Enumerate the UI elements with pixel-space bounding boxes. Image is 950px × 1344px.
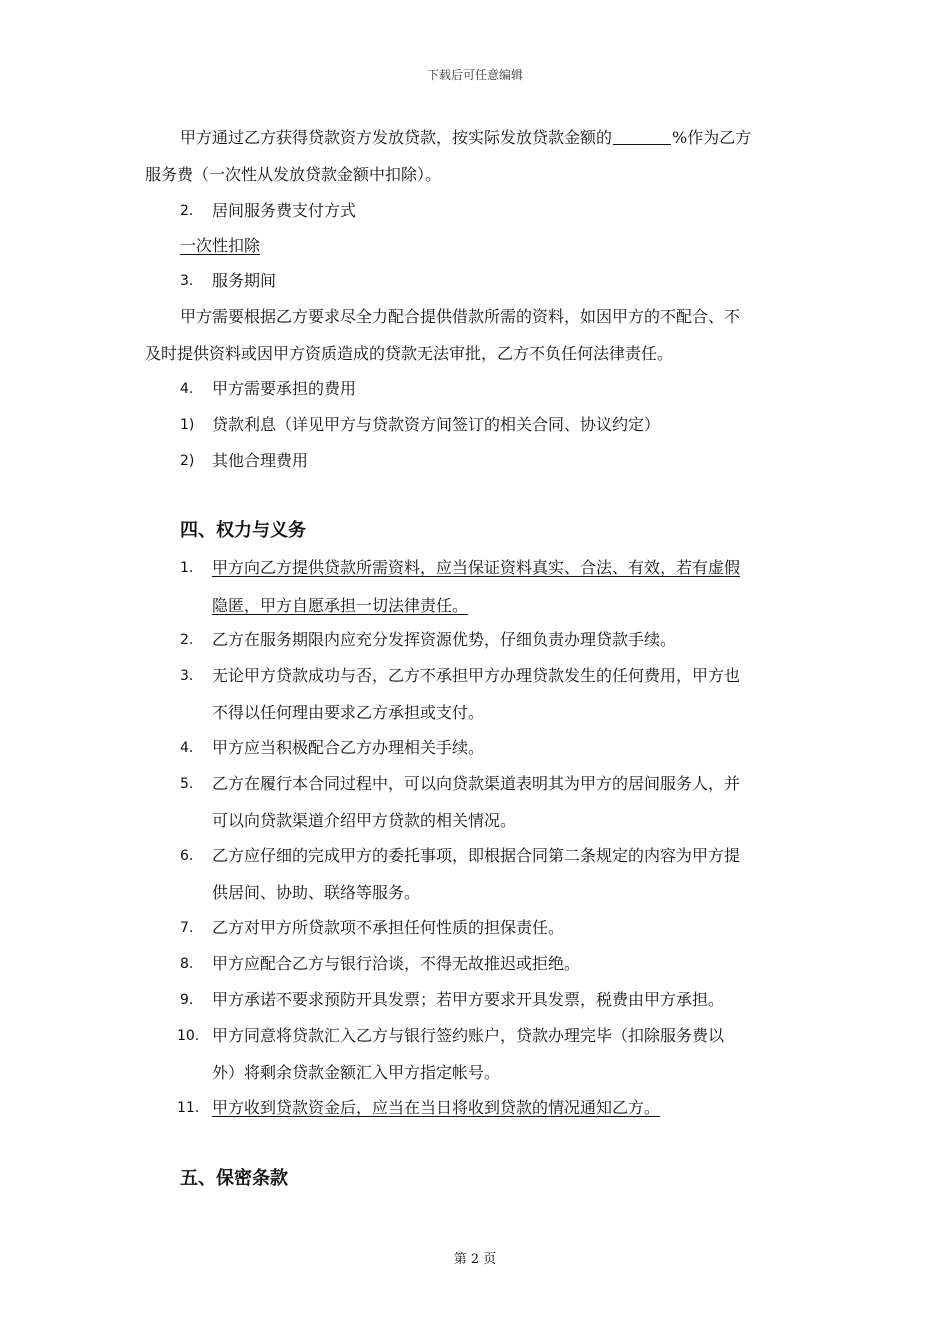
fee-text-b: %作为乙方 <box>672 128 752 147</box>
section4-heading: 四、权力与义务 <box>180 520 306 541</box>
s4-item4-number: 4. <box>180 740 194 756</box>
s4-item6-line1: 乙方应仔细的完成甲方的委托事项，即根据合同第二条规定的内容为甲方提 <box>212 846 741 865</box>
s4-item6-number: 6. <box>180 848 194 864</box>
s4-item7-line1: 乙方对甲方所贷款项不承担任何性质的担保责任。 <box>212 918 565 937</box>
subitem2-text: 其他合理费用 <box>212 451 309 470</box>
s4-item6-line2: 供居间、协助、联络等服务。 <box>212 883 421 902</box>
fee-paragraph-line2: 服务费（一次性从发放贷款金额中扣除）。 <box>145 165 442 184</box>
item4-text: 甲方需要承担的费用 <box>212 379 357 398</box>
item2-text: 居间服务费支付方式 <box>212 201 357 220</box>
page-number: 第 2 页 <box>453 1252 497 1267</box>
item2-number: 2. <box>180 203 194 219</box>
s4-item5-line1: 乙方在履行本合同过程中，可以向贷款渠道表明其为甲方的居间服务人，并 <box>212 774 741 793</box>
item4-number: 4. <box>180 381 194 397</box>
s4-item9-line1: 甲方承诺不要求预防开具发票；若甲方要求开具发票，税费由甲方承担。 <box>212 990 725 1009</box>
section5-heading: 五、保密条款 <box>180 1168 288 1189</box>
s4-item11-line1: 甲方收到贷款资金后，应当在当日将收到贷款的情况通知乙方。 <box>212 1098 661 1117</box>
item3-number: 3. <box>180 273 194 289</box>
s4-item10-number: 10. <box>177 1028 200 1044</box>
fee-blank <box>613 128 671 145</box>
s4-item10-line1: 甲方同意将贷款汇入乙方与银行签约账户，贷款办理完毕（扣除服务费以 <box>212 1026 725 1045</box>
subitem1-number: 1) <box>180 417 195 433</box>
s4-item7-number: 7. <box>180 920 194 936</box>
s4-item11-number: 11. <box>177 1100 200 1116</box>
item3-paragraph-line2: 及时提供资料或因甲方资质造成的贷款无法审批，乙方不负任何法律责任。 <box>145 344 674 363</box>
s4-item8-line1: 甲方应配合乙方与银行洽谈，不得无故推迟或拒绝。 <box>212 954 581 973</box>
s4-item4-line1: 甲方应当积极配合乙方办理相关手续。 <box>212 738 485 757</box>
subitem2-number: 2) <box>180 453 195 469</box>
s4-item3-number: 3. <box>180 668 194 684</box>
s4-item1-number: 1. <box>180 560 194 576</box>
s4-item3-line1: 无论甲方贷款成功与否，乙方不承担甲方办理贷款发生的任何费用，甲方也 <box>212 666 741 685</box>
item3-paragraph-line1: 甲方需要根据乙方要求尽全力配合提供借款所需的资料，如因甲方的不配合、不 <box>180 307 741 326</box>
page-header: 下载后可任意编辑 <box>426 68 523 82</box>
s4-item5-number: 5. <box>180 776 194 792</box>
s4-item2-number: 2. <box>180 632 194 648</box>
fee-paragraph-line1 <box>180 128 751 148</box>
s4-item5-line2: 可以向贷款渠道介绍甲方贷款的相关情况。 <box>212 811 517 830</box>
fee-text-a: 甲方通过乙方获得贷款资方发放贷款，按实际发放贷款金额的 <box>180 128 613 147</box>
s4-item10-line2: 外）将剩余贷款金额汇入甲方指定帐号。 <box>212 1063 501 1082</box>
s4-item9-number: 9. <box>180 992 194 1008</box>
subitem1-text: 贷款利息（详见甲方与贷款资方间签订的相关合同、协议约定） <box>212 415 661 434</box>
s4-item1-line2: 隐匿，甲方自愿承担一切法律责任。 <box>212 596 469 615</box>
s4-item3-line2: 不得以任何理由要求乙方承担或支付。 <box>212 703 485 722</box>
item3-text: 服务期间 <box>212 271 277 290</box>
s4-item2-line1: 乙方在服务期限内应充分发挥资源优势，仔细负责办理贷款手续。 <box>212 630 677 649</box>
item2-value: 一次性扣除 <box>180 236 261 255</box>
s4-item8-number: 8. <box>180 956 194 972</box>
s4-item1-line1: 甲方向乙方提供贷款所需资料，应当保证资料真实、合法、有效，若有虚假 <box>212 558 741 577</box>
